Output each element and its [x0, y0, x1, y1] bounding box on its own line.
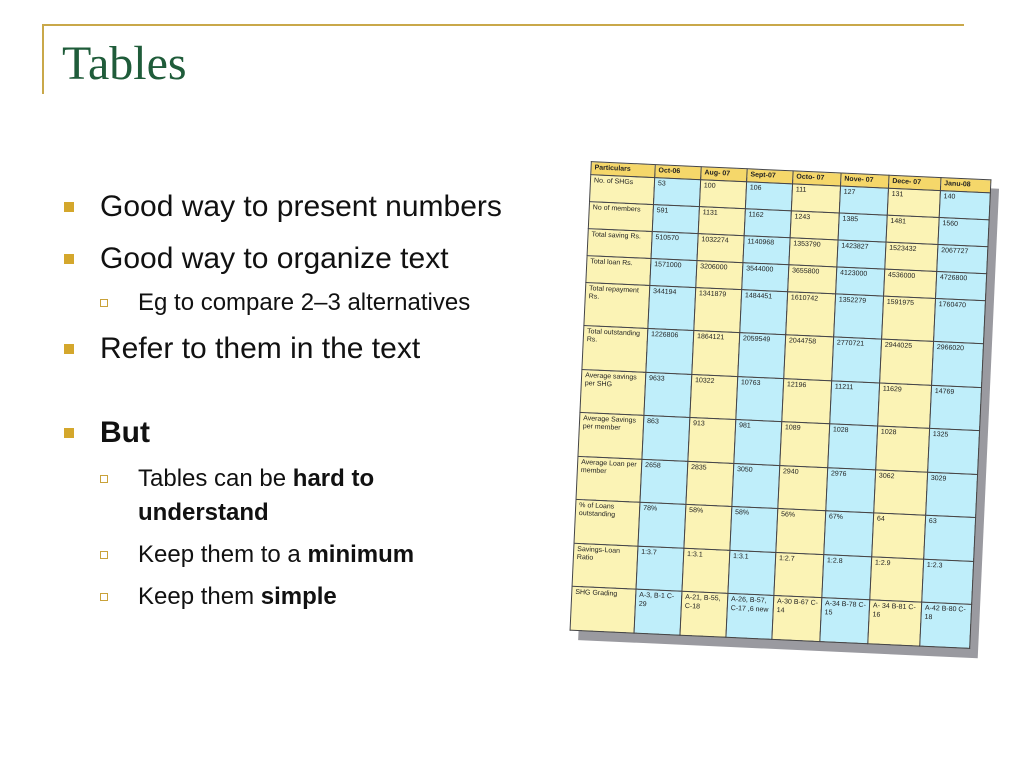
- table-cell: 56%: [776, 509, 826, 555]
- sub-bullet-text-bold: simple: [260, 583, 337, 610]
- table-cell: 981: [734, 420, 782, 466]
- table-cell: 3062: [874, 470, 928, 516]
- table-cell: 111: [791, 184, 840, 213]
- table-cell: 100: [699, 180, 746, 209]
- title-frame-left-rule: [42, 24, 44, 94]
- table-cell: 63: [924, 516, 976, 562]
- table-cell: 2966020: [932, 342, 984, 388]
- hollow-square-bullet-icon: [100, 475, 108, 483]
- sub-bullet-item: [62, 580, 622, 614]
- table-cell: 1:3.1: [728, 550, 776, 596]
- table-row-label: Total loan Rs.: [586, 255, 651, 285]
- table-cell: 12196: [782, 378, 832, 424]
- table-row-label: Total repayment Rs.: [584, 282, 650, 328]
- sub-bullet-text-plain: Tables can be: [138, 465, 293, 492]
- table-cell: 11629: [878, 383, 932, 429]
- table-cell: A-34 B-78 C-15: [820, 598, 870, 644]
- table-cell: 1560: [938, 217, 989, 246]
- table-cell: 863: [642, 416, 690, 462]
- table-cell: 4123000: [836, 267, 885, 296]
- table-header-cell: Janu-08: [940, 178, 991, 193]
- table-cell: 913: [688, 418, 736, 464]
- bullet-list: [62, 190, 622, 614]
- table-cell: 1610742: [786, 291, 836, 337]
- table-cell: 1:2.3: [922, 559, 974, 605]
- table-cell: 1591975: [882, 296, 936, 342]
- table-cell: A-21, B-55, C-18: [680, 592, 728, 638]
- table-cell: 1:2.8: [822, 555, 872, 601]
- table-header-cell: Sept-07: [747, 169, 794, 184]
- table-cell: 9633: [644, 372, 692, 418]
- table-cell: 3029: [926, 472, 978, 518]
- sub-bullet-text-plain: Keep them to a: [138, 541, 308, 568]
- table-cell: 2835: [686, 461, 734, 507]
- table-cell: 2658: [640, 459, 688, 505]
- table-cell: 1:3.7: [636, 546, 684, 592]
- sub-bullet-text-bold: hard to understand: [138, 465, 375, 526]
- table-cell: 1341879: [694, 287, 742, 333]
- bullet-text: Good way to organize text: [100, 242, 449, 275]
- table-cell: 11211: [830, 381, 880, 427]
- table-cell: 1226806: [646, 329, 694, 375]
- table-cell: 127: [839, 186, 888, 215]
- table-row-label: Average savings per SHG: [580, 369, 646, 415]
- sub-bullet-item: [62, 286, 622, 320]
- table-cell: 64: [872, 513, 926, 559]
- table-cell: 106: [745, 182, 792, 211]
- table-cell: 2067727: [937, 244, 988, 273]
- title-frame-top-rule: [42, 24, 964, 26]
- table-cell: 591: [652, 205, 699, 234]
- bullet-text: But: [100, 416, 150, 449]
- table-cell: 14769: [930, 385, 982, 431]
- table-cell: 67%: [824, 511, 874, 557]
- table-cell: 53: [653, 178, 700, 207]
- sub-bullet-text: [138, 462, 468, 530]
- table-cell: 1523432: [885, 242, 938, 271]
- table-cell: A- 34 B-81 C-16: [868, 600, 922, 646]
- table-cell: 2944025: [880, 339, 934, 385]
- table-cell: 2044758: [784, 335, 834, 381]
- bullet-item: [62, 416, 622, 456]
- table-cell: 1140968: [743, 236, 790, 265]
- square-bullet-icon: [64, 428, 74, 438]
- table-cell: 1131: [698, 207, 745, 236]
- table-cell: A-42 B-80 C-18: [920, 603, 972, 649]
- sub-bullet-text-bold: minimum: [307, 541, 415, 568]
- table-cell: 131: [887, 188, 940, 217]
- square-bullet-icon: [64, 254, 74, 264]
- table-cell: 2059549: [738, 333, 786, 379]
- table-cell: 1760470: [934, 298, 986, 344]
- table-cell: 1571000: [650, 258, 697, 287]
- table-row-label: SHG Grading: [570, 587, 636, 633]
- table-cell: 344194: [648, 285, 696, 331]
- bullet-text: Refer to them in the text: [100, 332, 421, 365]
- table-header-cell: Nove- 07: [840, 173, 889, 188]
- hollow-square-bullet-icon: [100, 593, 108, 601]
- table-cell: 2940: [778, 465, 828, 511]
- table-cell: 1162: [744, 209, 791, 238]
- table-row-label: Total outstanding Rs.: [582, 326, 648, 372]
- table-cell: 1325: [928, 429, 980, 475]
- table-cell: 2770721: [832, 337, 882, 383]
- table-cell: 1:2.9: [870, 557, 924, 603]
- table-row-label: Average Loan per member: [576, 456, 642, 502]
- table-cell: 1484451: [740, 289, 788, 335]
- hollow-square-bullet-icon: [100, 299, 108, 307]
- table-cell: 1423827: [837, 240, 886, 269]
- table-cell: 1028: [828, 424, 878, 470]
- table-cell: 1864121: [692, 331, 740, 377]
- table-cell: A-30 B-67 C-14: [772, 596, 822, 642]
- table-cell: A-26, B-57, C-17 ,6 new: [726, 594, 774, 640]
- table-cell: 1481: [886, 215, 939, 244]
- hollow-square-bullet-icon: [100, 551, 108, 559]
- table-cell: 510570: [651, 231, 698, 260]
- table-header-cell: Oct-06: [655, 165, 702, 180]
- table-row-label: Average Savings per member: [578, 413, 644, 459]
- table-row-label: Savings-Loan Ratio: [572, 543, 638, 589]
- table-cell: 78%: [638, 503, 686, 549]
- table-row-label: No of members: [588, 202, 653, 232]
- table-header-cell: Octo- 07: [793, 171, 842, 186]
- table-cell: 1:3.1: [682, 548, 730, 594]
- table-row-label: No. of SHGs: [590, 175, 655, 205]
- table-cell: 3206000: [696, 260, 743, 289]
- bullet-item: [62, 242, 622, 282]
- table-cell: 1089: [780, 422, 830, 468]
- table-cell: 1:2.7: [774, 552, 824, 598]
- bullet-text: Good way to present numbers: [100, 190, 502, 223]
- sub-bullet-text-plain: Keep them: [138, 583, 261, 610]
- slide-title: Tables: [62, 37, 187, 90]
- table-header-cell: Particulars: [591, 162, 656, 178]
- table-cell: 1243: [790, 211, 839, 240]
- table-cell: 58%: [730, 507, 778, 553]
- sub-bullet-text: [138, 538, 622, 572]
- table-row-label: Total saving Rs.: [587, 229, 652, 259]
- table-cell: A-3, B-1 C-29: [634, 590, 682, 636]
- data-table: [570, 161, 992, 649]
- table-cell: 1032274: [697, 234, 744, 263]
- table-cell: 1028: [876, 426, 930, 472]
- sub-bullet-item: [62, 462, 622, 530]
- table-cell: 3655800: [788, 265, 837, 294]
- table-cell: 10763: [736, 376, 784, 422]
- square-bullet-icon: [64, 344, 74, 354]
- table-cell: 3544000: [742, 262, 789, 291]
- table-cell: 58%: [684, 505, 732, 551]
- table-header-cell: Dece- 07: [888, 175, 941, 190]
- table-cell: 10322: [690, 374, 738, 420]
- table-cell: 3050: [732, 463, 780, 509]
- sub-bullet-item: [62, 538, 622, 572]
- table-cell: 1385: [838, 213, 887, 242]
- table-cell: 4726800: [936, 271, 987, 300]
- bullet-item: [62, 332, 622, 372]
- sub-bullet-text: Eg to compare 2–3 alternatives: [138, 289, 471, 316]
- table-row-label: % of Loans outstanding: [574, 500, 640, 546]
- sub-bullet-text: [138, 580, 622, 614]
- table-cell: 2976: [826, 468, 876, 514]
- table-cell: 4536000: [884, 269, 937, 298]
- square-bullet-icon: [64, 202, 74, 212]
- table-cell: 140: [939, 191, 990, 220]
- table-header-cell: Aug- 07: [701, 167, 748, 182]
- table-cell: 1352279: [834, 294, 884, 340]
- table-image: [570, 161, 991, 649]
- bullet-item: [62, 190, 622, 230]
- table-cell: 1353790: [789, 238, 838, 267]
